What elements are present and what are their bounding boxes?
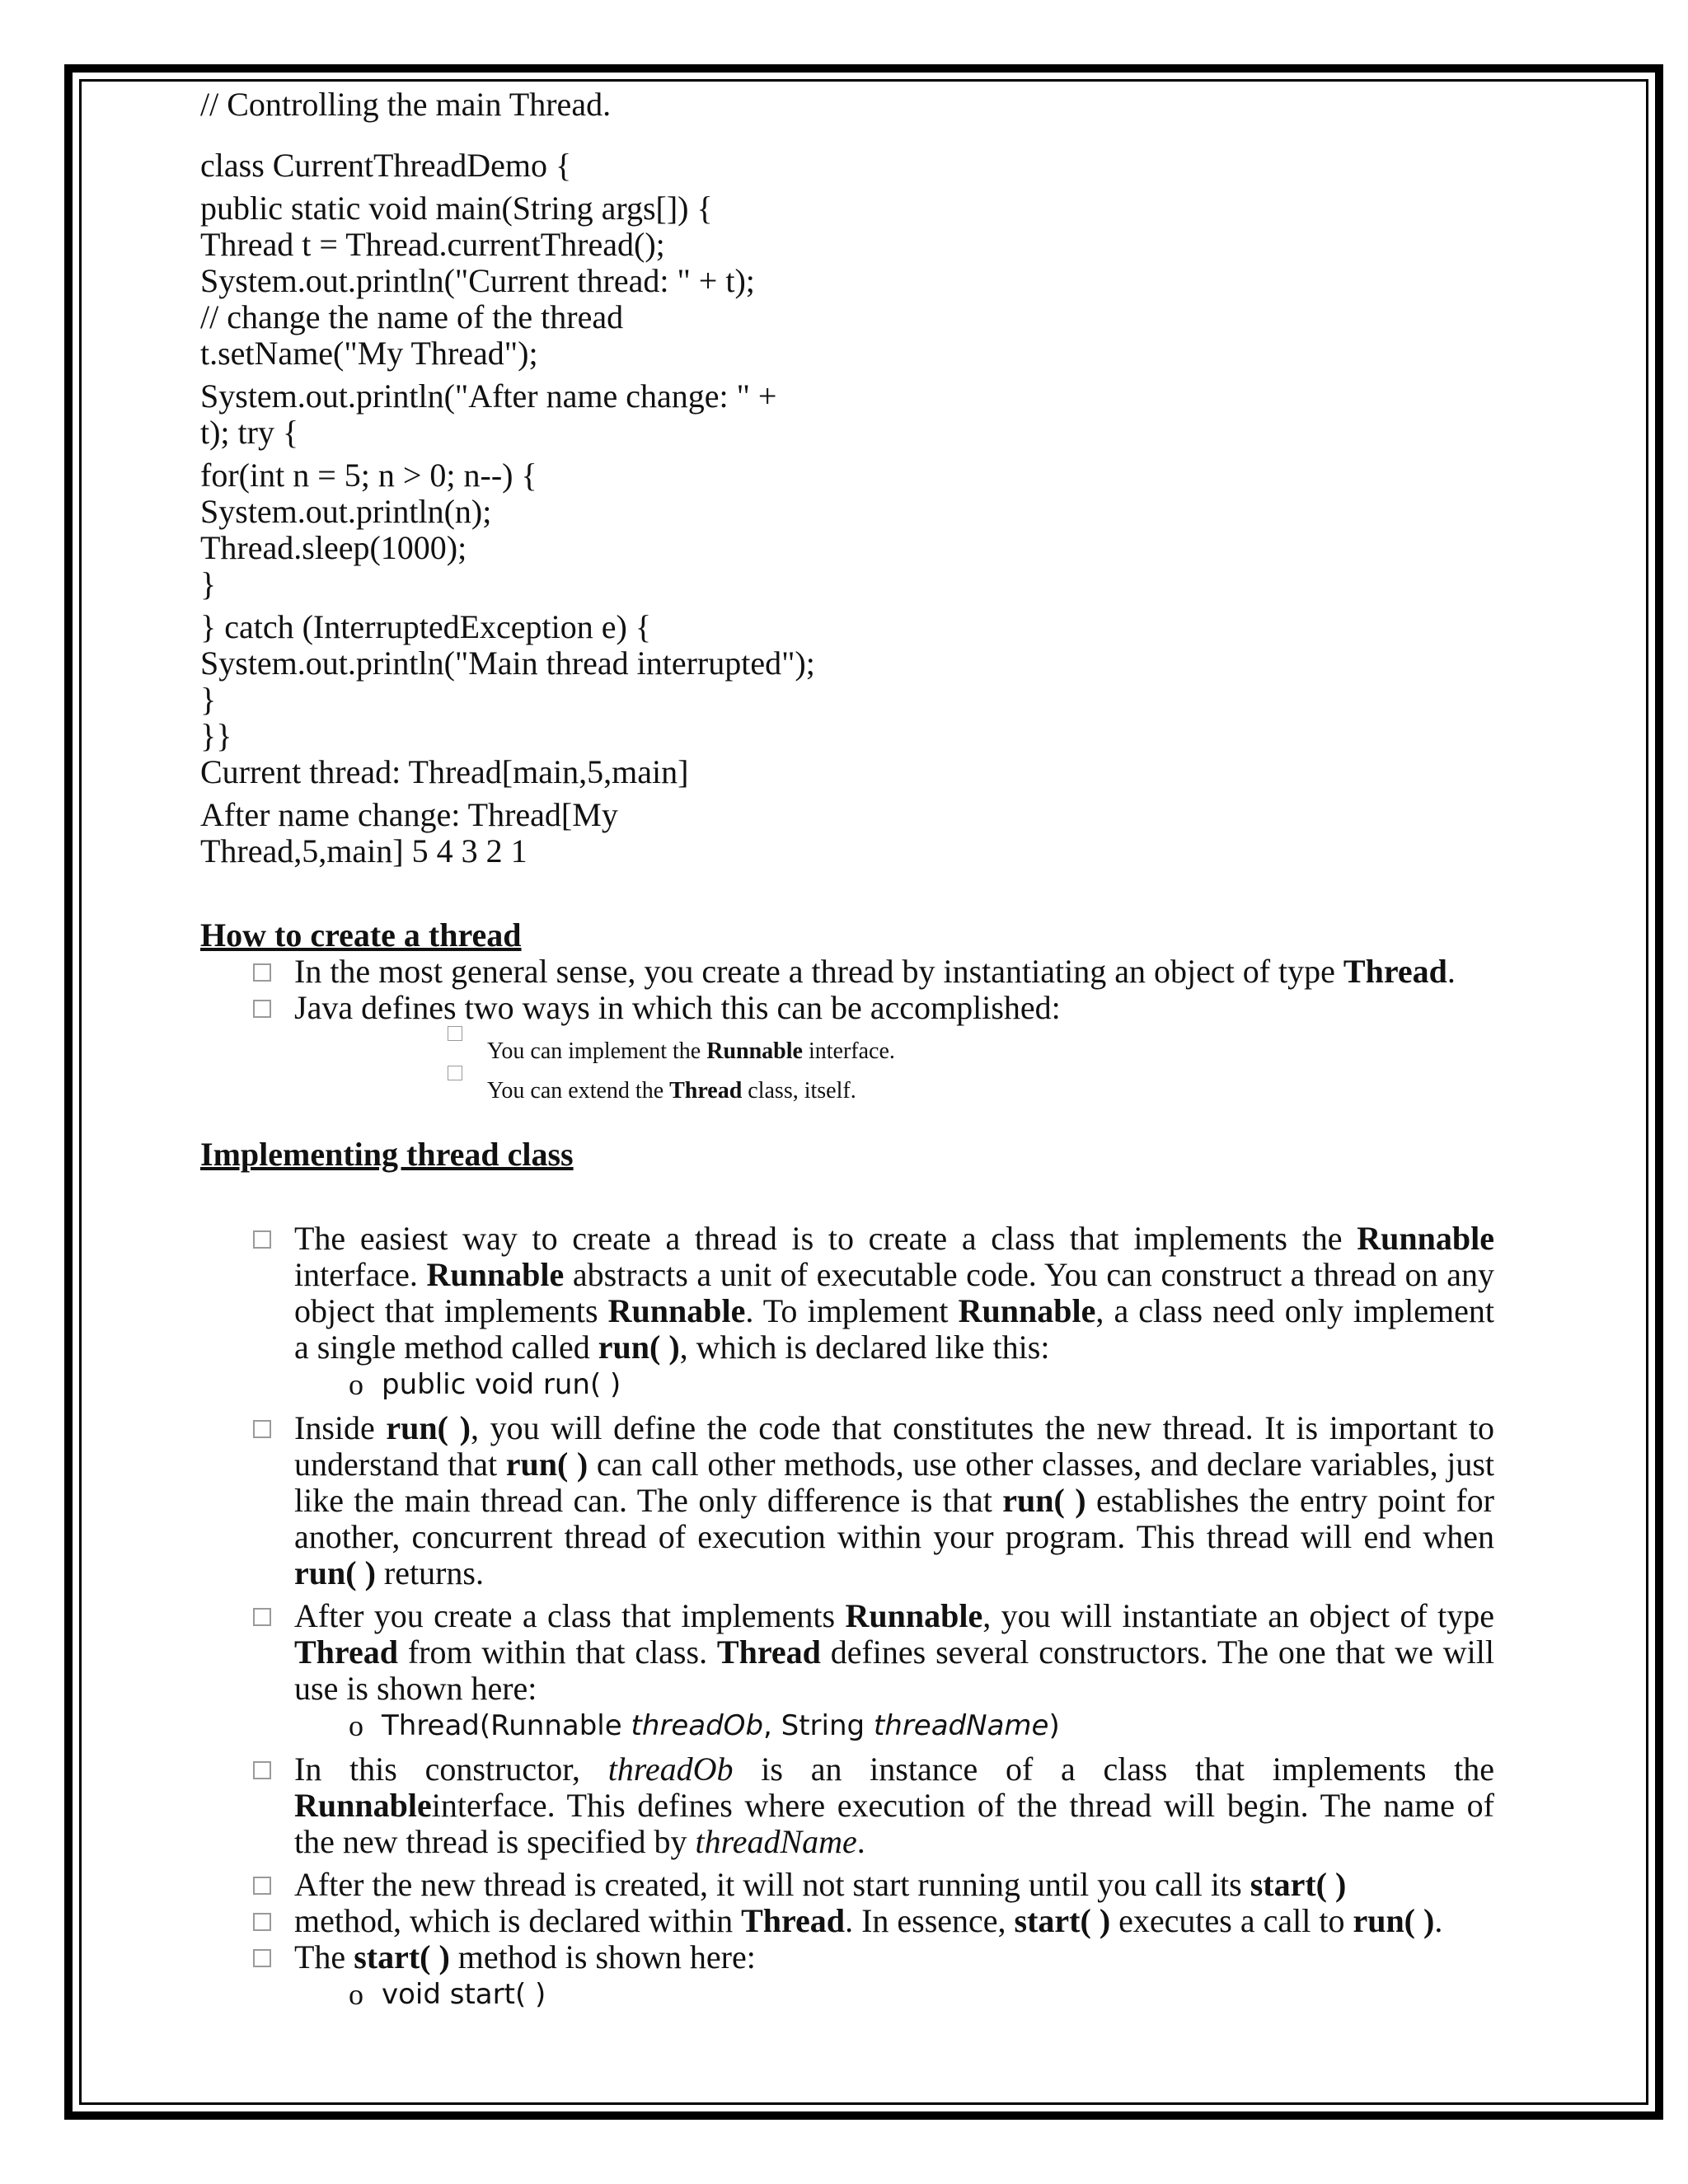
bullet-square-icon [448,1066,462,1080]
code-line: System.out.println("Current thread: " + t); [200,262,755,299]
section-heading-create-thread: How to create a thread [200,916,522,954]
sub-list-item: You can implement the Runnable interface. [448,1026,1494,1066]
implementing-list [200,1221,1494,2013]
sub-list-item: You can extend the Thread class, itself. [448,1066,1494,1105]
create-thread-list [200,954,1494,1105]
list-item: In this constructor, threadOb is an instance of a class that implements the Runnableinterface. This defines where execution of the thread will begin. The name of the new thread is specified by threadName. [200,1751,1494,1860]
code-line: t); try { [200,414,299,451]
bullet-square-icon [253,1230,271,1249]
bullet-square-icon [253,1000,271,1018]
list-item: After the new thread is created, it will not start running until you call its start( ) [200,1867,1494,1903]
bullet-square-icon [253,1877,271,1895]
code-sub-item: o public void run( ) [349,1368,621,1401]
bullet-square-icon [253,1949,271,1967]
bullet-square-icon [253,1608,271,1626]
code-line: t.setName("My Thread"); [200,335,538,372]
list-item: Inside run( ), you will define the code that constitutes the new thread. It is important to understand that run( ) can call other methods, use other classes, and declare variables, just like the main thread can. The only difference is that run( ) establishes the entry point for another, concurrent thread of execution within your program. This thread will end when run( ) returns. [200,1410,1494,1591]
section-heading-implementing: Implementing thread class [200,1136,574,1173]
code-line: } [200,565,217,602]
code-line: // change the name of the thread [200,298,624,335]
code-block [200,148,1494,869]
list-item: Java defines two ways in which this can be accomplished: [200,990,1494,1026]
bullet-square-icon [253,963,271,982]
code-line: Thread t = Thread.currentThread(); [200,226,665,263]
document-body [200,87,1494,2013]
bullet-square-icon [253,1761,271,1779]
code-line: System.out.println("Main thread interrupted"); [200,644,815,682]
code-line: System.out.println("After name change: " + [200,377,777,415]
code-line: System.out.println(n); [200,493,492,530]
code-line: for(int n = 5; n > 0; n--) { [200,457,537,494]
bullet-square-icon [253,1913,271,1931]
list-item: In the most general sense, you create a thread by instantiating an object of type Thread. [200,954,1494,990]
code-line: class CurrentThreadDemo { [200,147,572,184]
code-line: } [200,681,217,718]
list-item: The easiest way to create a thread is to create a class that implements the Runnable interface. Runnable abstracts a unit of executable code. You can construct a thread on any object that implements Runnable. To implement Runnable, a class need only implement a single method called run( ), which is declared like this: [200,1221,1494,1366]
bullet-square-icon [253,1420,271,1438]
list-item: method, which is declared within Thread. In essence, start( ) executes a call to run( ). [200,1903,1494,1939]
output-line: After name change: Thread[My [200,796,618,833]
code-sub-item: o Thread(Runnable threadOb, String threadName) [349,1709,1060,1742]
list-item: After you create a class that implements Runnable, you will instantiate an object of type Thread from within that class. Thread defines several constructors. The one that we will use is shown here: [200,1598,1494,1707]
code-line: } catch (InterruptedException e) { [200,608,652,645]
output-line: Thread,5,main] 5 4 3 2 1 [200,832,528,869]
bullet-square-icon [448,1026,462,1041]
output-line: Current thread: Thread[main,5,main] [200,753,689,790]
code-line: Thread.sleep(1000); [200,529,467,566]
code-line: public static void main(String args[]) { [200,190,713,227]
code-line: }} [200,717,232,754]
code-sub-item: o void start( ) [349,1978,546,2011]
code-comment: // Controlling the main Thread. [200,86,612,123]
list-item: The start( ) method is shown here: [200,1939,1494,1975]
